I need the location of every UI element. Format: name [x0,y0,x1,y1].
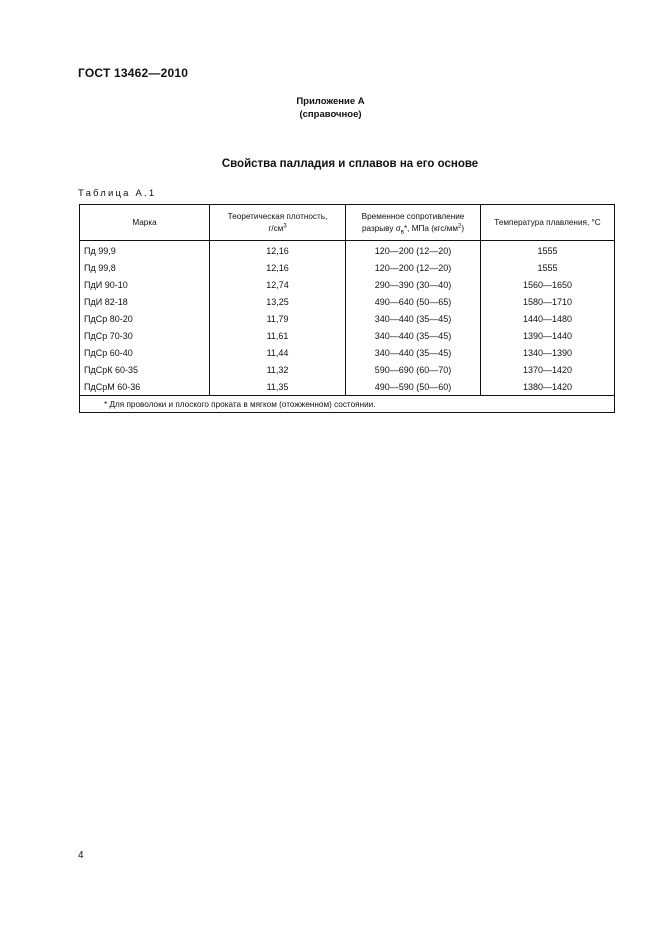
cell-melting: 1440—1480 [481,310,615,327]
table-footnote-row [80,396,615,413]
table-caption: Таблица А.1 [78,188,157,199]
annex-note: (справочное) [299,109,362,120]
standard-code: ГОСТ 13462—2010 [78,66,189,80]
cell-grade: ПдСрМ 60-36 [80,378,210,396]
cell-strength: 490—640 (50—65) [346,293,481,310]
cell-grade: ПдИ 82-18 [80,293,210,310]
table-row [80,361,615,378]
cell-density: 12,74 [210,276,346,293]
cell-grade: Пд 99,9 [80,241,210,260]
table-row [80,241,615,260]
cell-grade: ПдСр 80-20 [80,310,210,327]
header-strength: Временное сопротивление разрыву $\sigma_в*$, МПа $(кгс/мм^2)$ [346,205,481,241]
cell-grade: ПдСрК 60-35 [80,361,210,378]
cell-strength: 290—390 (30—40) [346,276,481,293]
properties-table [79,204,615,413]
cell-melting: 1580—1710 [481,293,615,310]
cell-melting: 1555 [481,259,615,276]
page-number: 4 [78,850,84,861]
cell-density: 11,61 [210,327,346,344]
cell-strength: 590—690 (60—70) [346,361,481,378]
table-footnote: * Для проволоки и плоского проката в мягком (отожженном) состоянии. [80,396,615,413]
table-row [80,276,615,293]
cell-density: 11,32 [210,361,346,378]
cell-grade: ПдСр 60-40 [80,344,210,361]
cell-strength: 340—440 (35—45) [346,344,481,361]
cell-melting: 1390—1440 [481,327,615,344]
cell-density: 12,16 [210,259,346,276]
cell-melting: 1340—1390 [481,344,615,361]
annex-title: Приложение А [296,96,365,107]
header-grade: Марка [80,205,210,241]
cell-grade: ПдСр 70-30 [80,327,210,344]
table-row [80,310,615,327]
cell-strength: 120—200 (12—20) [346,259,481,276]
cell-strength: 340—440 (35—45) [346,310,481,327]
cell-melting: 1560—1650 [481,276,615,293]
cell-grade: Пд 99,8 [80,259,210,276]
table-row [80,344,615,361]
table-row [80,259,615,276]
cell-density: 12,16 [210,241,346,260]
table-row [80,327,615,344]
table-row [80,378,615,396]
cell-density: 11,44 [210,344,346,361]
table-row [80,293,615,310]
cell-melting: 1555 [481,241,615,260]
cell-strength: 340—440 (35—45) [346,327,481,344]
cell-melting: 1370—1420 [481,361,615,378]
header-melting: Температура плавления, °С [481,205,615,241]
cell-density: 11,79 [210,310,346,327]
cell-density: 13,25 [210,293,346,310]
table-header-row [80,205,615,241]
cell-melting: 1380—1420 [481,378,615,396]
cell-density: 11,35 [210,378,346,396]
cell-grade: ПдИ 90-10 [80,276,210,293]
header-density: Теоретическая плотность, $г/см^3$ [210,205,346,241]
document-title: Свойства палладия и сплавов на его основе [221,158,479,170]
cell-strength: 120—200 (12—20) [346,241,481,260]
cell-strength: 490—590 (50—60) [346,378,481,396]
